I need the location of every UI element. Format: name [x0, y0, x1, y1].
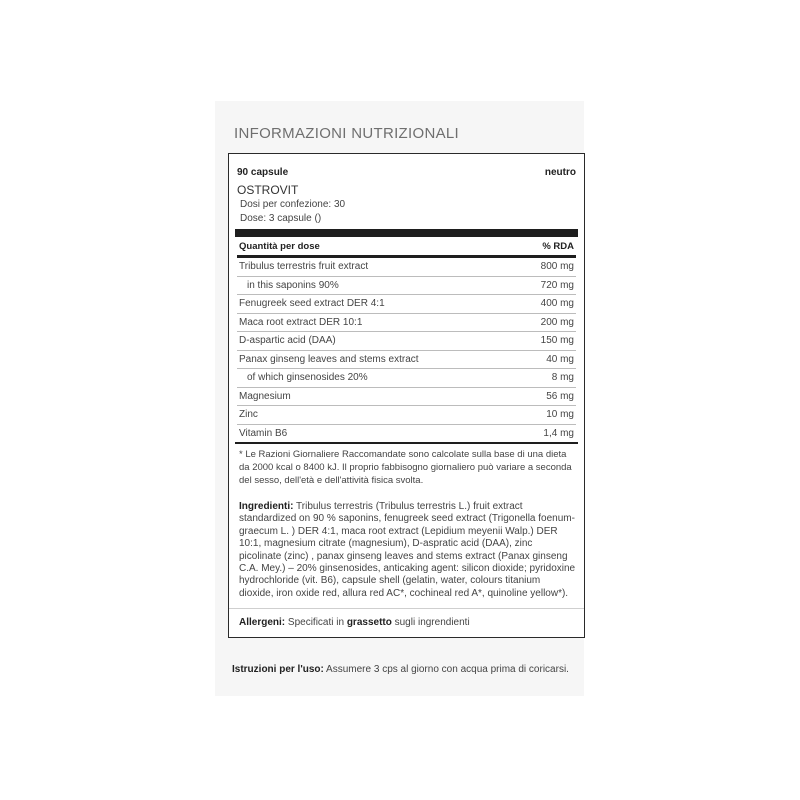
- dose-info: Dose: 3 capsule (): [240, 213, 322, 224]
- allergens-label: Allergeni:: [239, 617, 286, 629]
- table-row: in this saponins 90% 720 mg: [237, 277, 576, 296]
- label-top-row: [237, 167, 576, 178]
- usage-instructions: [232, 663, 577, 676]
- divider-thick: [235, 229, 578, 237]
- allergens-bold: grassetto: [346, 617, 392, 629]
- serving-count: 90 capsule: [237, 167, 289, 178]
- table-row: Zinc 10 mg: [237, 406, 576, 425]
- divider-rows-end: [235, 442, 578, 444]
- header-quantity: Quantità per dose: [239, 240, 320, 252]
- nutrition-label: [228, 153, 585, 638]
- header-rda: % RDA: [542, 240, 574, 252]
- brand-name: OSTROVIT: [237, 183, 299, 197]
- table-row: Fenugreek seed extract DER 4:1 400 mg: [237, 295, 576, 314]
- rda-footnote: * Le Razioni Giornaliere Raccomandate sono calcolate sulla base di una dieta da 2000 kcal o 8400 kJ. Il proprio fabbisogno giornaliero può variare a seconda del sesso, dell'età e dell'attività fisica svolta.: [239, 449, 572, 486]
- instructions-text: Assumere 3 cps al giorno con acqua prima di coricarsi.: [323, 664, 569, 675]
- panel-title: INFORMAZIONI NUTRIZIONALI: [234, 125, 459, 142]
- table-row: Vitamin B6 1,4 mg: [239, 427, 574, 439]
- table-row: Maca root extract DER 10:1 200 mg: [237, 314, 576, 333]
- ingredients-text: Tribulus terrestris (Tribulus terrestris L.) fruit extract standardized on 90 % saponins, fenugreek seed extract (Trigonella foenum-graecum L. ) DER 4:1, maca root extract (Lepidium meyenii Walp.) DER 10:1, magnesium citrate (magnesium), D-aspratic acid (DAA), zinc picolinate (zinc) , panax ginseng leaves and stems extract (Panax ginseng C.A. Mey.) – 20% ginsenosides, anticaking agent: silicon dioxide; pyridoxine hydrochloride (vit. B6), capsule shell (gelatin, water, colours titanium dioxide, iron oxide red, allura red AC*, cochineal red A*, quinoline yellow*).: [239, 501, 576, 599]
- table-row: Magnesium 56 mg: [237, 388, 576, 407]
- flavor: neutro: [544, 167, 576, 178]
- nutrient-rows: [237, 258, 576, 442]
- table-row: Tribulus terrestris fruit extract 800 mg: [237, 258, 576, 277]
- servings-per-pack: Dosi per confezione: 30: [240, 199, 346, 210]
- table-row: D-aspartic acid (DAA) 150 mg: [237, 332, 576, 351]
- allergens-block: Allergeni: Specificati in grassetto sugli ingrendienti: [239, 617, 470, 629]
- table-row: of which ginsenosides 20% 8 mg: [237, 369, 576, 388]
- table-header: [237, 237, 576, 258]
- instructions-label: Istruzioni per l'uso:: [232, 664, 324, 675]
- divider: [229, 608, 584, 609]
- table-row: Panax ginseng leaves and stems extract 40 mg: [237, 351, 576, 370]
- ingredients-label: Ingredienti:: [239, 501, 294, 512]
- ingredients-block: [237, 501, 576, 600]
- nutrition-panel: [215, 101, 584, 696]
